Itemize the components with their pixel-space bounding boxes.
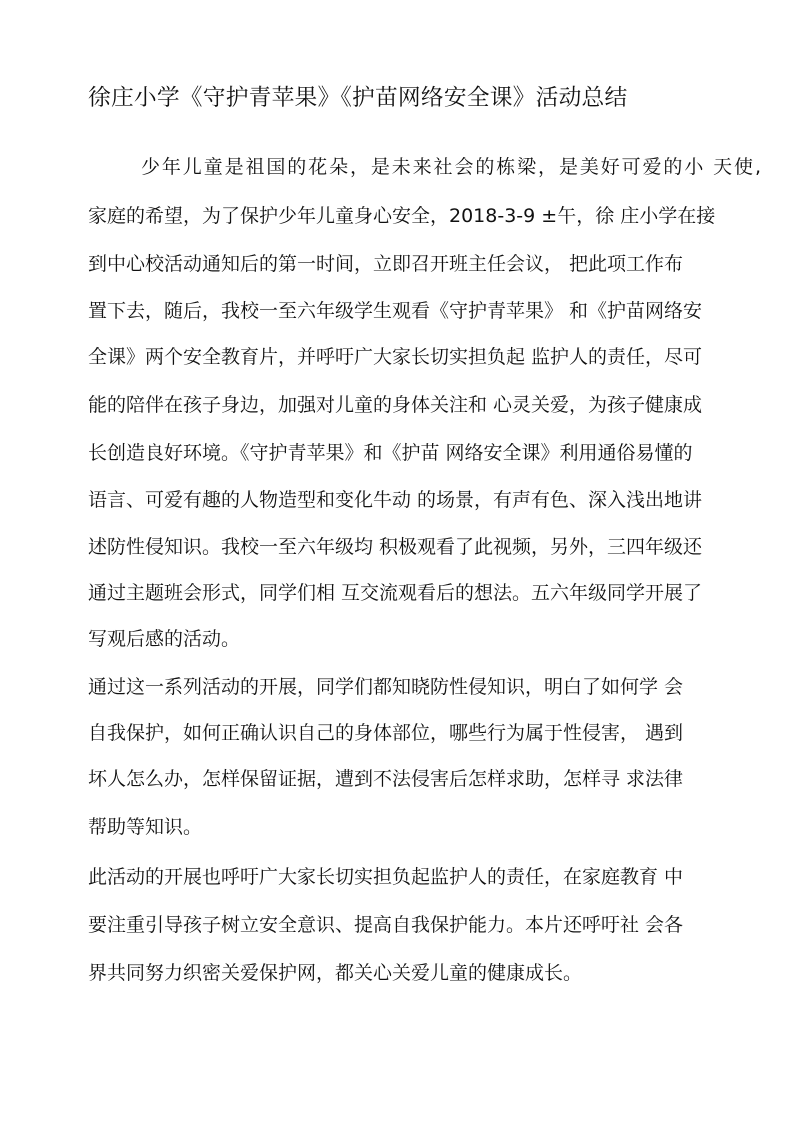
document-title: 徐庄小学《守护青苹果》《护苗网络安全课》活动总结 xyxy=(88,85,628,111)
paragraph-1-line-7: 长创造良好环境。《守护青苹果》和《护苗 网络安全课》利用通俗易懂的 xyxy=(88,442,693,464)
paragraph-1-line-8: 语言、可爱有趣的人物造型和变化牛动 的场景，有声有色、深入浅出地讲 xyxy=(88,489,703,511)
paragraph-1-line-9: 述防性侵知识。我校一至六年级均 积极观看了此视频，另外，三四年级还 xyxy=(88,536,703,558)
paragraph-1-line-3: 到中心校活动通知后的第一时间，立即召开班主任会议， 把此项工作布 xyxy=(88,253,684,275)
paragraph-1-line-1: 少年儿童是祖国的花朵，是未来社会的栋梁，是美好可爱的小 天使, xyxy=(141,156,761,178)
paragraph-1-line-11: 写观后感的活动。 xyxy=(88,628,241,650)
paragraph-3-line-2: 要注重引导孩子树立安全意识、提高自我保护能力。本片还呼吁社 会各 xyxy=(88,914,684,936)
paragraph-3-line-3: 界共同努力织密关爱保护网，都关心关爱儿童的健康成长。 xyxy=(88,962,583,984)
paragraph-3-line-1: 此活动的开展也呼吁广大家长切实担负起监护人的责任，在家庭教育 中 xyxy=(88,866,684,888)
paragraph-1-line-5: 全课》两个安全教育片，并呼吁广大家长切实担负起 监护人的责任，尽可 xyxy=(88,346,703,368)
paragraph-1-line-2: 家庭的希望，为了保护少年儿童身心安全，2018-3-9 ±午，徐 庄小学在接 xyxy=(88,205,716,227)
paragraph-2-line-4: 帮助等知识。 xyxy=(88,816,203,838)
paragraph-2-line-1: 通过这一系列活动的开展，同学们都知晓防性侵知识，明白了如何学 会 xyxy=(88,676,684,698)
paragraph-1-line-6: 能的陪伴在孩子身边，加强对儿童的身体关注和 心灵关爱，为孩子健康成 xyxy=(88,394,703,416)
paragraph-2-line-2: 自我保护，如何正确认识自己的身体部位，哪些行为属于性侵害， 遇到 xyxy=(88,722,684,744)
paragraph-1-line-10: 通过主题班会形式，同学们相 互交流观看后的想法。五六年级同学开展了 xyxy=(88,582,703,604)
paragraph-1-line-4: 置下去，随后，我校一至六年级学生观看《守护青苹果》 和《护苗网络安 xyxy=(88,300,703,322)
paragraph-2-line-3: 坏人怎么办，怎样保留证据，遭到不法侵害后怎样求助，怎样寻 求法律 xyxy=(88,768,684,790)
